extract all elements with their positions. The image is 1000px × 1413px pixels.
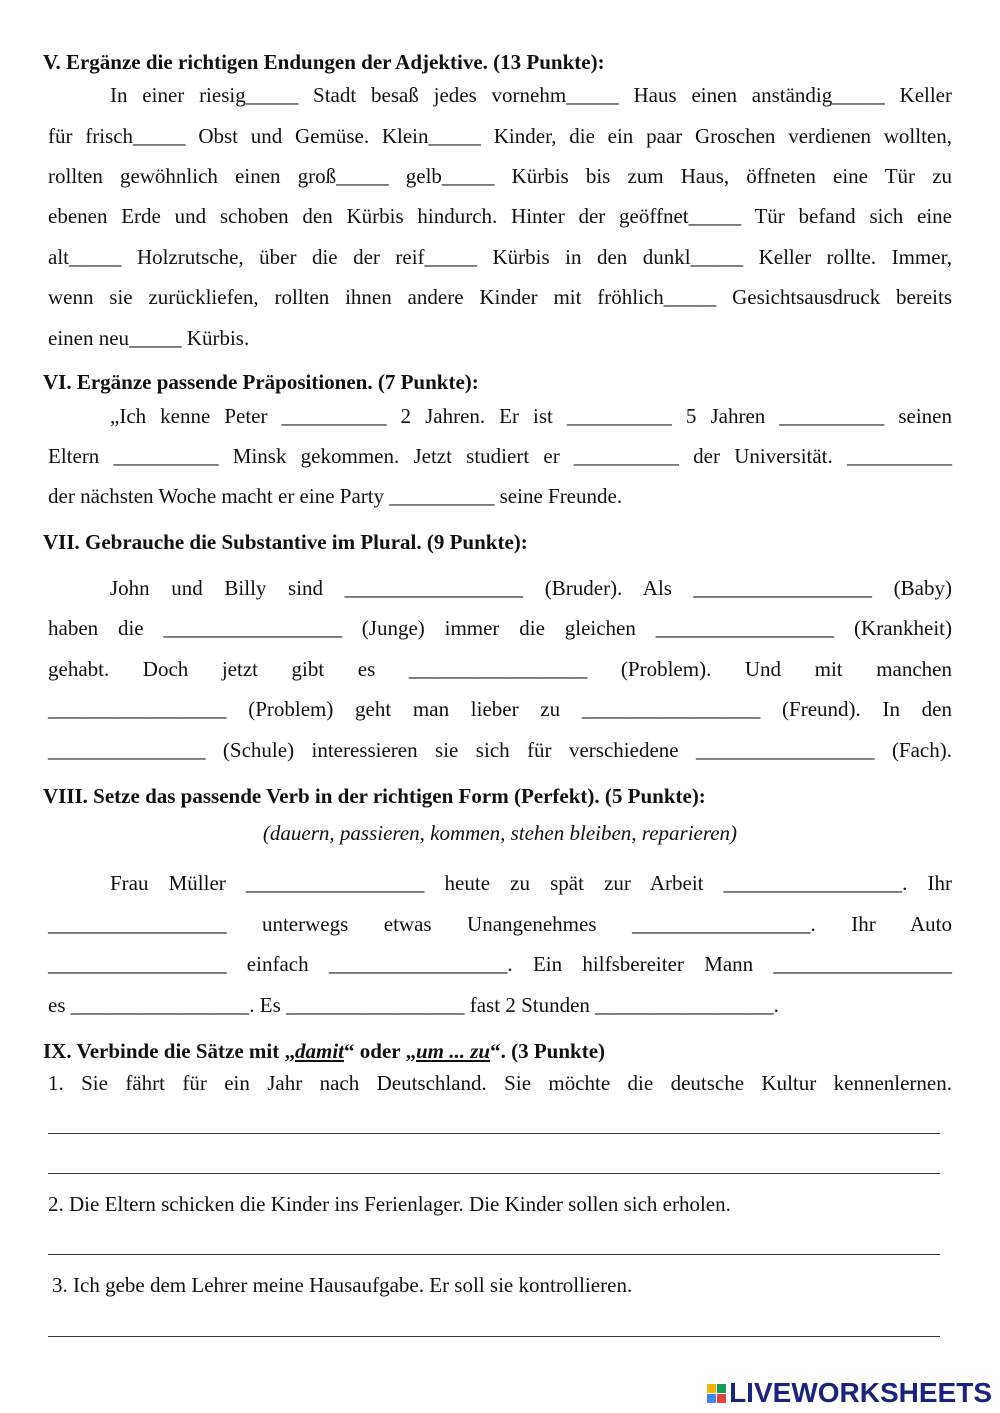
section-5-line: alt_____ Holzrutsche, über die der reif_____ Kürbis in den dunkl_____ Keller rollte. Immer,: [48, 245, 952, 269]
section-8-line: _________________ unterwegs etwas Unangenehmes _________________. Ihr Auto: [48, 912, 952, 936]
answer-line[interactable]: [48, 1336, 940, 1337]
task-sentence-1: 1. Sie fährt für ein Jahr nach Deutschland. Sie möchte die deutsche Kultur kennenlernen.: [48, 1071, 952, 1095]
task-sentence-2: 2. Die Eltern schicken die Kinder ins Ferienlager. Die Kinder sollen sich erholen.: [48, 1192, 731, 1216]
logo-square: [717, 1394, 726, 1403]
section-6-heading: VI. Ergänze passende Präpositionen. (7 Punkte):: [43, 370, 479, 394]
section-8-line: _________________ einfach _________________. Ein hilfsbereiter Mann _________________: [48, 952, 952, 976]
section-6-line: Eltern __________ Minsk gekommen. Jetzt studiert er __________ der Universität. __________: [48, 444, 952, 468]
section-8-heading: VIII. Setze das passende Verb in der richtigen Form (Perfekt). (5 Punkte):: [43, 784, 706, 808]
answer-line[interactable]: [48, 1254, 940, 1255]
answer-line[interactable]: [48, 1133, 940, 1134]
section-6-line: der nächsten Woche macht er eine Party __________ seine Freunde.: [48, 484, 623, 508]
section-8-line: es _________________. Es _________________ fast 2 Stunden _________________.: [48, 993, 779, 1017]
logo-square: [717, 1384, 726, 1393]
section-7-line: haben die _________________ (Junge) immer die gleichen _________________ (Krankheit): [48, 616, 952, 640]
section-5-line: für frisch_____ Obst und Gemüse. Klein_____ Kinder, die ein paar Groschen verdienen wollten,: [48, 124, 952, 148]
section-5-line: wenn sie zurückliefen, rollten ihnen andere Kinder mit fröhlich_____ Gesichtsausdruck bereits: [48, 285, 952, 309]
section-9-heading: [43, 1039, 605, 1064]
section-7-line: _________________ (Problem) geht man lieber zu _________________ (Freund). In den: [48, 697, 952, 721]
section-7-line: John und Billy sind _________________ (Bruder). Als _________________ (Baby): [110, 576, 952, 600]
logo-mark-icon: [707, 1384, 726, 1403]
liveworksheets-logo: [707, 1377, 992, 1409]
section-9-heading-mid: “ oder „: [344, 1039, 416, 1063]
section-5-line: In einer riesig_____ Stadt besaß jedes vornehm_____ Haus einen anständig_____ Keller: [110, 83, 952, 107]
section-7-line: _______________ (Schule) interessieren sie sich für verschiedene _________________ (Fach).: [48, 738, 952, 762]
section-7-heading: VII. Gebrauche die Substantive im Plural. (9 Punkte):: [43, 530, 528, 554]
logo-square: [707, 1384, 716, 1393]
section-6-line: „Ich kenne Peter __________ 2 Jahren. Er ist __________ 5 Jahren __________ seinen: [110, 404, 952, 428]
keyword-damit: damit: [295, 1039, 345, 1063]
answer-line[interactable]: [48, 1173, 940, 1174]
section-9-heading-pre: IX. Verbinde die Sätze mit „: [43, 1039, 295, 1063]
task-sentence-3: 3. Ich gebe dem Lehrer meine Hausaufgabe. Er soll sie kontrollieren.: [52, 1273, 633, 1297]
section-5-heading: V. Ergänze die richtigen Endungen der Adjektive. (13 Punkte):: [43, 50, 605, 74]
keyword-um-zu: um ... zu: [415, 1039, 491, 1063]
logo-square: [707, 1394, 716, 1403]
section-5-line: einen neu_____ Kürbis.: [48, 326, 250, 350]
section-8-line: Frau Müller _________________ heute zu spät zur Arbeit _________________. Ihr: [110, 871, 952, 895]
section-5-line: rollten gewöhnlich einen groß_____ gelb_____ Kürbis bis zum Haus, öffneten eine Tür zu: [48, 164, 952, 188]
section-7-line: gehabt. Doch jetzt gibt es _________________ (Problem). Und mit manchen: [48, 657, 952, 681]
logo-text: LIVEWORKSHEETS: [729, 1377, 992, 1408]
verb-list: (dauern, passieren, kommen, stehen bleiben, reparieren): [262, 821, 738, 845]
section-9-heading-post: “. (3 Punkte): [490, 1039, 606, 1063]
section-5-line: ebenen Erde und schoben den Kürbis hindurch. Hinter der geöffnet_____ Tür befand sich eine: [48, 204, 952, 228]
